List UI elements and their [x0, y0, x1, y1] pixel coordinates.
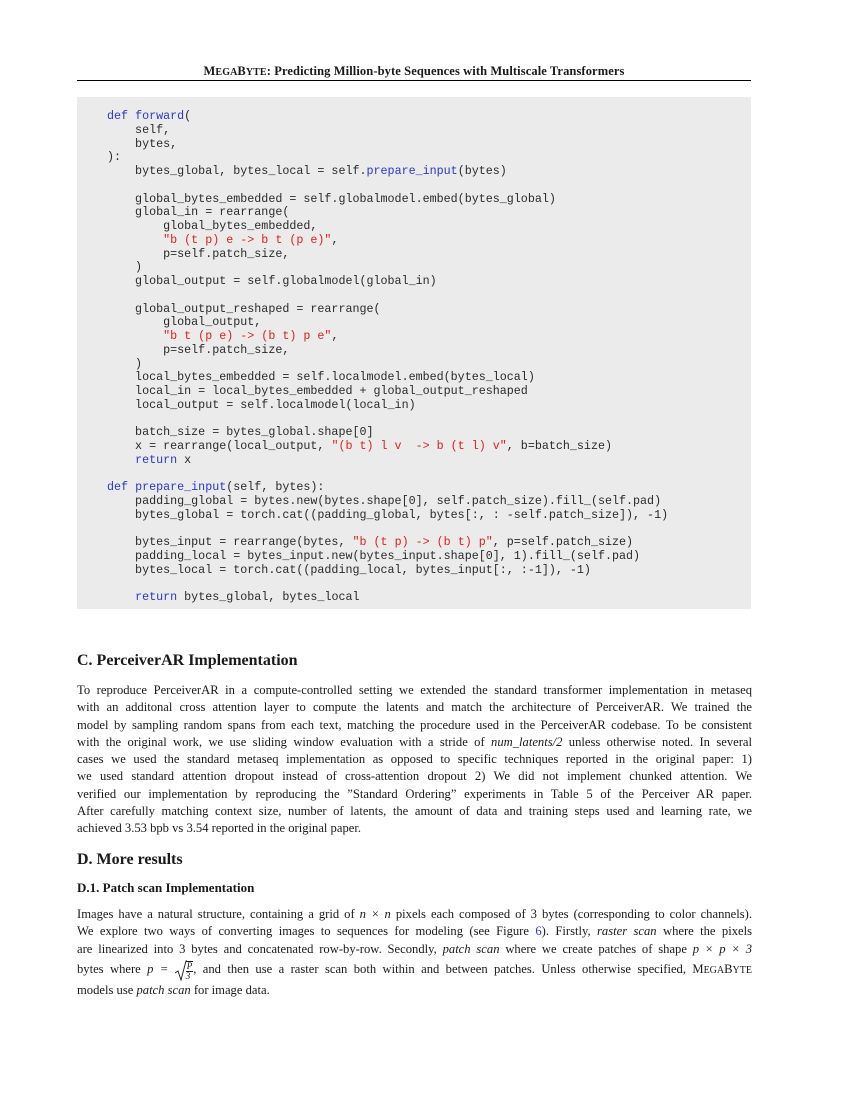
megabyte-sc: EGA [703, 964, 725, 976]
d1-text: where the pixels [656, 924, 752, 939]
fraction-numerator: P [186, 960, 193, 971]
section-c-line: cases we used the standard metaseq implementation as opposed to specific techniques reported in the original paper: 1) [77, 752, 752, 767]
section-d1-paragraph [77, 906, 752, 999]
megabyte-cap: M [692, 961, 704, 976]
section-c-text: with the original work, we use sliding window evaluation with a stride of [77, 734, 492, 749]
code-keyword: def [107, 109, 129, 123]
code-keyword: def [107, 480, 129, 495]
header-rule [77, 80, 751, 81]
code-function-name: forward [135, 109, 185, 123]
p-equals-math: p = [147, 961, 175, 976]
section-c-line: model by sampling random spans from each text, matching the procedure used in the PerceiverAR codebase. To be consistent [77, 717, 752, 732]
section-c-line: verified our implementation by reproducing the ”Standard Ordering” experiments in Table 5 of the Perceiver AR paper. [77, 786, 752, 801]
section-c-line: achieved 3.53 bpb vs 3.54 reported in the original paper. [77, 821, 361, 836]
section-c-line [77, 734, 752, 751]
patch-scan-term: patch scan [136, 982, 191, 997]
section-d1-line [77, 958, 752, 982]
d1-text: models use [77, 982, 137, 997]
d1-text: We explore two ways of converting images to sequences for modeling (see Figure [77, 924, 536, 939]
section-c-line: After carefully matching context size, number of latents, the amount of data and training steps used and learning rate, we [77, 804, 752, 819]
section-d1-line [77, 941, 752, 958]
section-d1-line [77, 982, 752, 999]
code-string: "b (t p) -> (b t) p" [352, 535, 493, 550]
code-listing: def forward( self, bytes, ): bytes_global, bytes_local = self.prepare_input(bytes) global_bytes_embedded = self.globalmodel.embed(bytes_global) global_in = rearrange( global_bytes_embedded, "b (t p) e -> b t (p e)", p=self.patch_size, ) global_output = self.globalmodel(global_in) global_output_reshaped = rearrange( global_output, "b t (p e) -> (b t) p e", p=self.patch_size, ) local_bytes_embedded = self.localmodel.embed(bytes_local) local_in = local_bytes_embedded + global_output_reshaped local_output = self.localmodel(local_in) batch_size = bytes_global.shape[0] x = rearrange(local_output, "(b t) l v -> b (t l) v", b=batch_size) return x def prepare_input(self, bytes): padding_global = bytes.new(bytes.shape[0], self.patch_size).fill_(self.pad) bytes_global = torch.cat((padding_global, bytes[:, : -self.patch_size]), -1) bytes_input = rearrange(bytes, "b (t p) -> (b t) p", p=self.patch_size) padding_local = bytes_input.new(bytes_input.shape[0], 1).fill_(self.pad) bytes_local = torch.cat((padding_local, bytes_input[:, :-1]), -1) return bytes_global, bytes_local [107, 109, 669, 605]
code-keyword: return [135, 452, 178, 467]
section-d1-line [77, 906, 752, 923]
d1-text: ). Firstly, [541, 924, 598, 939]
section-d1-line [77, 923, 752, 940]
megabyte-sc: YTE [732, 964, 752, 976]
section-c-paragraph [77, 682, 752, 838]
code-string: "b t (p e) -> (b t) p e" [163, 329, 332, 343]
patch-scan-term: patch scan [442, 941, 500, 956]
section-c-text: unless otherwise noted. In several [562, 734, 752, 749]
section-c-title: C. PerceiverAR Implementation [77, 652, 298, 669]
code-function-name: prepare_input [135, 480, 227, 495]
header-title-cap2: B [237, 64, 246, 78]
fraction-denominator: 3 [185, 970, 191, 981]
code-string: "(b t) l v -> b (t l) v" [331, 439, 507, 453]
d1-text: Images have a natural structure, containing a grid of [77, 907, 360, 921]
code-keyword: return [135, 590, 178, 605]
code-string: "b (t p) e -> b t (p e)" [163, 232, 332, 247]
section-c-line: we used standard attention dropout instead of cross-attention dropout 2) We did not implement chunked attention. We [77, 769, 752, 784]
num-latents-math: num_latents/2 [491, 734, 563, 749]
code-function-name: prepare_input [366, 164, 458, 178]
d1-text: where we create patches of shape [499, 941, 693, 956]
d1-text: bytes where [77, 961, 148, 976]
d1-text: are linearized into 3 bytes and concatenated row-by-row. Secondly, [77, 941, 443, 956]
d1-text: , and then use a raster scan both within and between patches. Unless otherwise specified, [193, 961, 693, 976]
n-by-n-math: n × n [359, 907, 391, 921]
subsection-d1-title: D.1. Patch scan Implementation [77, 880, 255, 895]
section-c-line: To reproduce PerceiverAR in a compute-controlled setting we extended the standard transformer implementation in metaseq [77, 683, 752, 697]
header-title-sc2: YTE [245, 67, 267, 78]
header-title-cap: M [203, 64, 216, 78]
running-header [77, 64, 751, 79]
section-c-line: with an additonal cross attention layer to compute the latents and match the architecture of PerceiverAR. We trained the [77, 700, 752, 715]
megabyte-cap: B [724, 961, 733, 976]
raster-scan-term: raster scan [597, 924, 657, 939]
section-d-title: D. More results [77, 851, 183, 868]
header-title-rest: : Predicting Million-byte Sequences with Multiscale Transformers [266, 64, 625, 78]
figure-6-link[interactable]: 6 [535, 924, 542, 939]
d1-text: for image data. [190, 982, 270, 997]
sqrt-fraction-math [175, 958, 194, 981]
d1-text: pixels each composed of 3 bytes (corresponding to color channels). [390, 907, 752, 921]
patch-shape-math: p × p × 3 [692, 941, 753, 956]
header-title-sc: EGA [215, 67, 238, 78]
